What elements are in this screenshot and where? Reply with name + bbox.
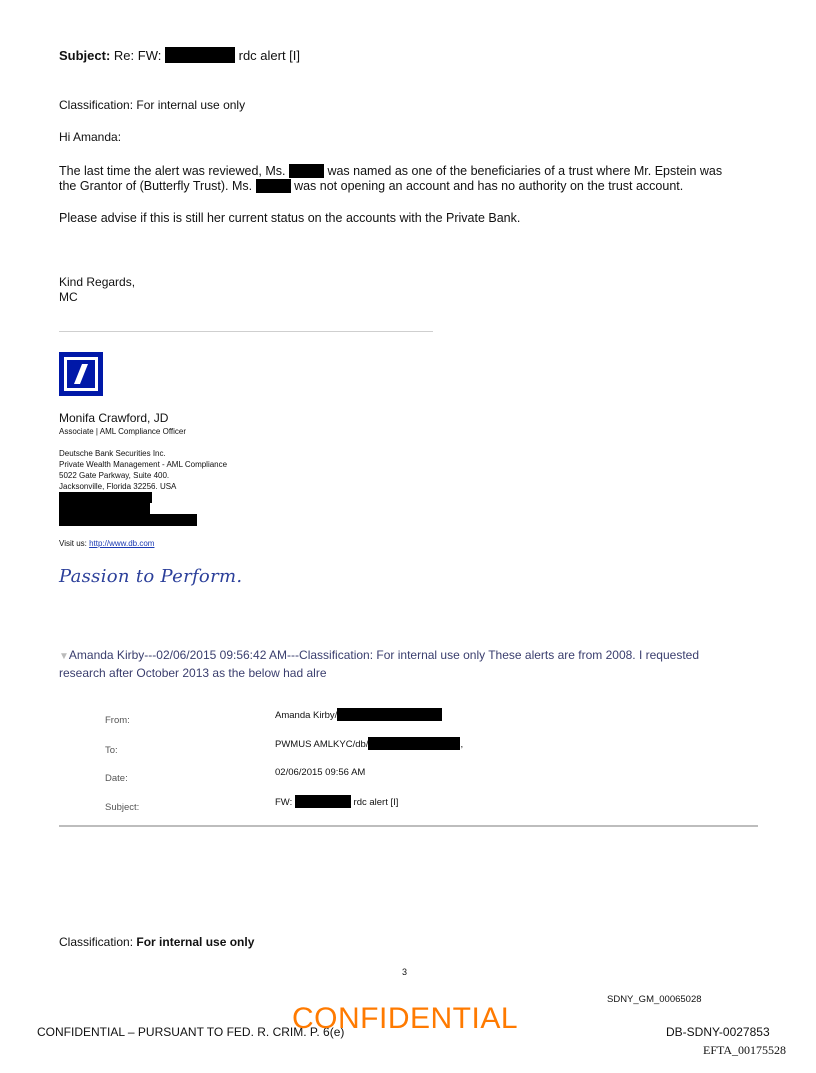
body-paragraph-2: Please advise if this is still her current status on the accounts with the Private Bank.	[59, 211, 521, 225]
subject-prefix: Re: FW:	[113, 48, 162, 63]
from-label: From:	[105, 715, 130, 726]
greeting: Hi Amanda:	[59, 130, 122, 144]
to-label: To:	[105, 745, 118, 756]
confidential-notice: CONFIDENTIAL – PURSUANT TO FED. R. CRIM. P. 6(e)	[37, 1025, 345, 1039]
header-divider	[59, 825, 758, 827]
slogan-logo: Passion to Perform.	[59, 566, 243, 587]
bates-number-2: DB-SDNY-0027853	[666, 1025, 770, 1039]
initials: MC	[59, 290, 78, 304]
closing: Kind Regards,	[59, 275, 136, 289]
body-paragraph-1: The last time the alert was reviewed, Ms. was named as one of the beneficiaries of a trust where Mr. Epstein was the Grantor of (Butterfly Trust). Ms. was not opening an account and has no authority on the trust account.	[59, 164, 723, 193]
redaction-box	[59, 514, 197, 526]
subject-label: Subject:	[59, 48, 111, 63]
signature-name: Monifa Crawford, JD	[59, 411, 169, 425]
to-value: PWMUS AMLKYC/db/ ,	[275, 739, 464, 750]
redaction-box	[289, 164, 324, 178]
signature-divider	[59, 331, 433, 332]
signature-company: Deutsche Bank Securities Inc.	[59, 449, 166, 458]
subject-suffix: rdc alert [I]	[238, 48, 301, 63]
signature-division: Private Wealth Management - AML Compliance	[59, 460, 228, 469]
from-value: Amanda Kirby/	[275, 708, 442, 721]
confidential-stamp: CONFIDENTIAL	[292, 1002, 519, 1035]
email-subject	[59, 47, 300, 63]
signature-title: Associate | AML Compliance Officer	[59, 427, 187, 436]
redaction-box	[337, 708, 442, 721]
subject-value-previous: FW: rdc alert [I]	[275, 797, 399, 808]
page-number: 3	[402, 967, 408, 977]
deutsche-bank-logo-icon	[59, 352, 103, 396]
redaction-box	[368, 737, 460, 750]
subject-label-previous: Subject:	[105, 802, 140, 813]
classification-header: Classification: For internal use only	[59, 98, 246, 112]
redaction-box	[256, 179, 291, 193]
redaction-box	[295, 795, 351, 808]
efta-number: EFTA_00175528	[703, 1043, 787, 1057]
signature-address-1: 5022 Gate Parkway, Suite 400.	[59, 471, 170, 480]
date-label: Date:	[105, 773, 128, 784]
signature-address-2: Jacksonville, Florida 32256. USA	[59, 482, 177, 491]
db-website-link[interactable]: http://www.db.com	[89, 539, 155, 548]
date-value: 02/06/2015 09:56 AM	[275, 767, 366, 778]
redaction-box	[59, 492, 152, 503]
redaction-box	[59, 503, 150, 514]
collapse-triangle-icon[interactable]: ▼	[59, 651, 69, 662]
visit-us-line: Visit us: http://www.db.com	[59, 539, 155, 548]
previous-message-summary[interactable]: ▼Amanda Kirby---02/06/2015 09:56:42 AM---Classification: For internal use only These alerts are from 2008. I requested research after October 2013 as the below had alre	[59, 648, 700, 680]
classification-footer: Classification: For internal use only	[59, 935, 255, 949]
redaction-box	[165, 47, 235, 63]
bates-number-1: SDNY_GM_00065028	[607, 994, 702, 1005]
